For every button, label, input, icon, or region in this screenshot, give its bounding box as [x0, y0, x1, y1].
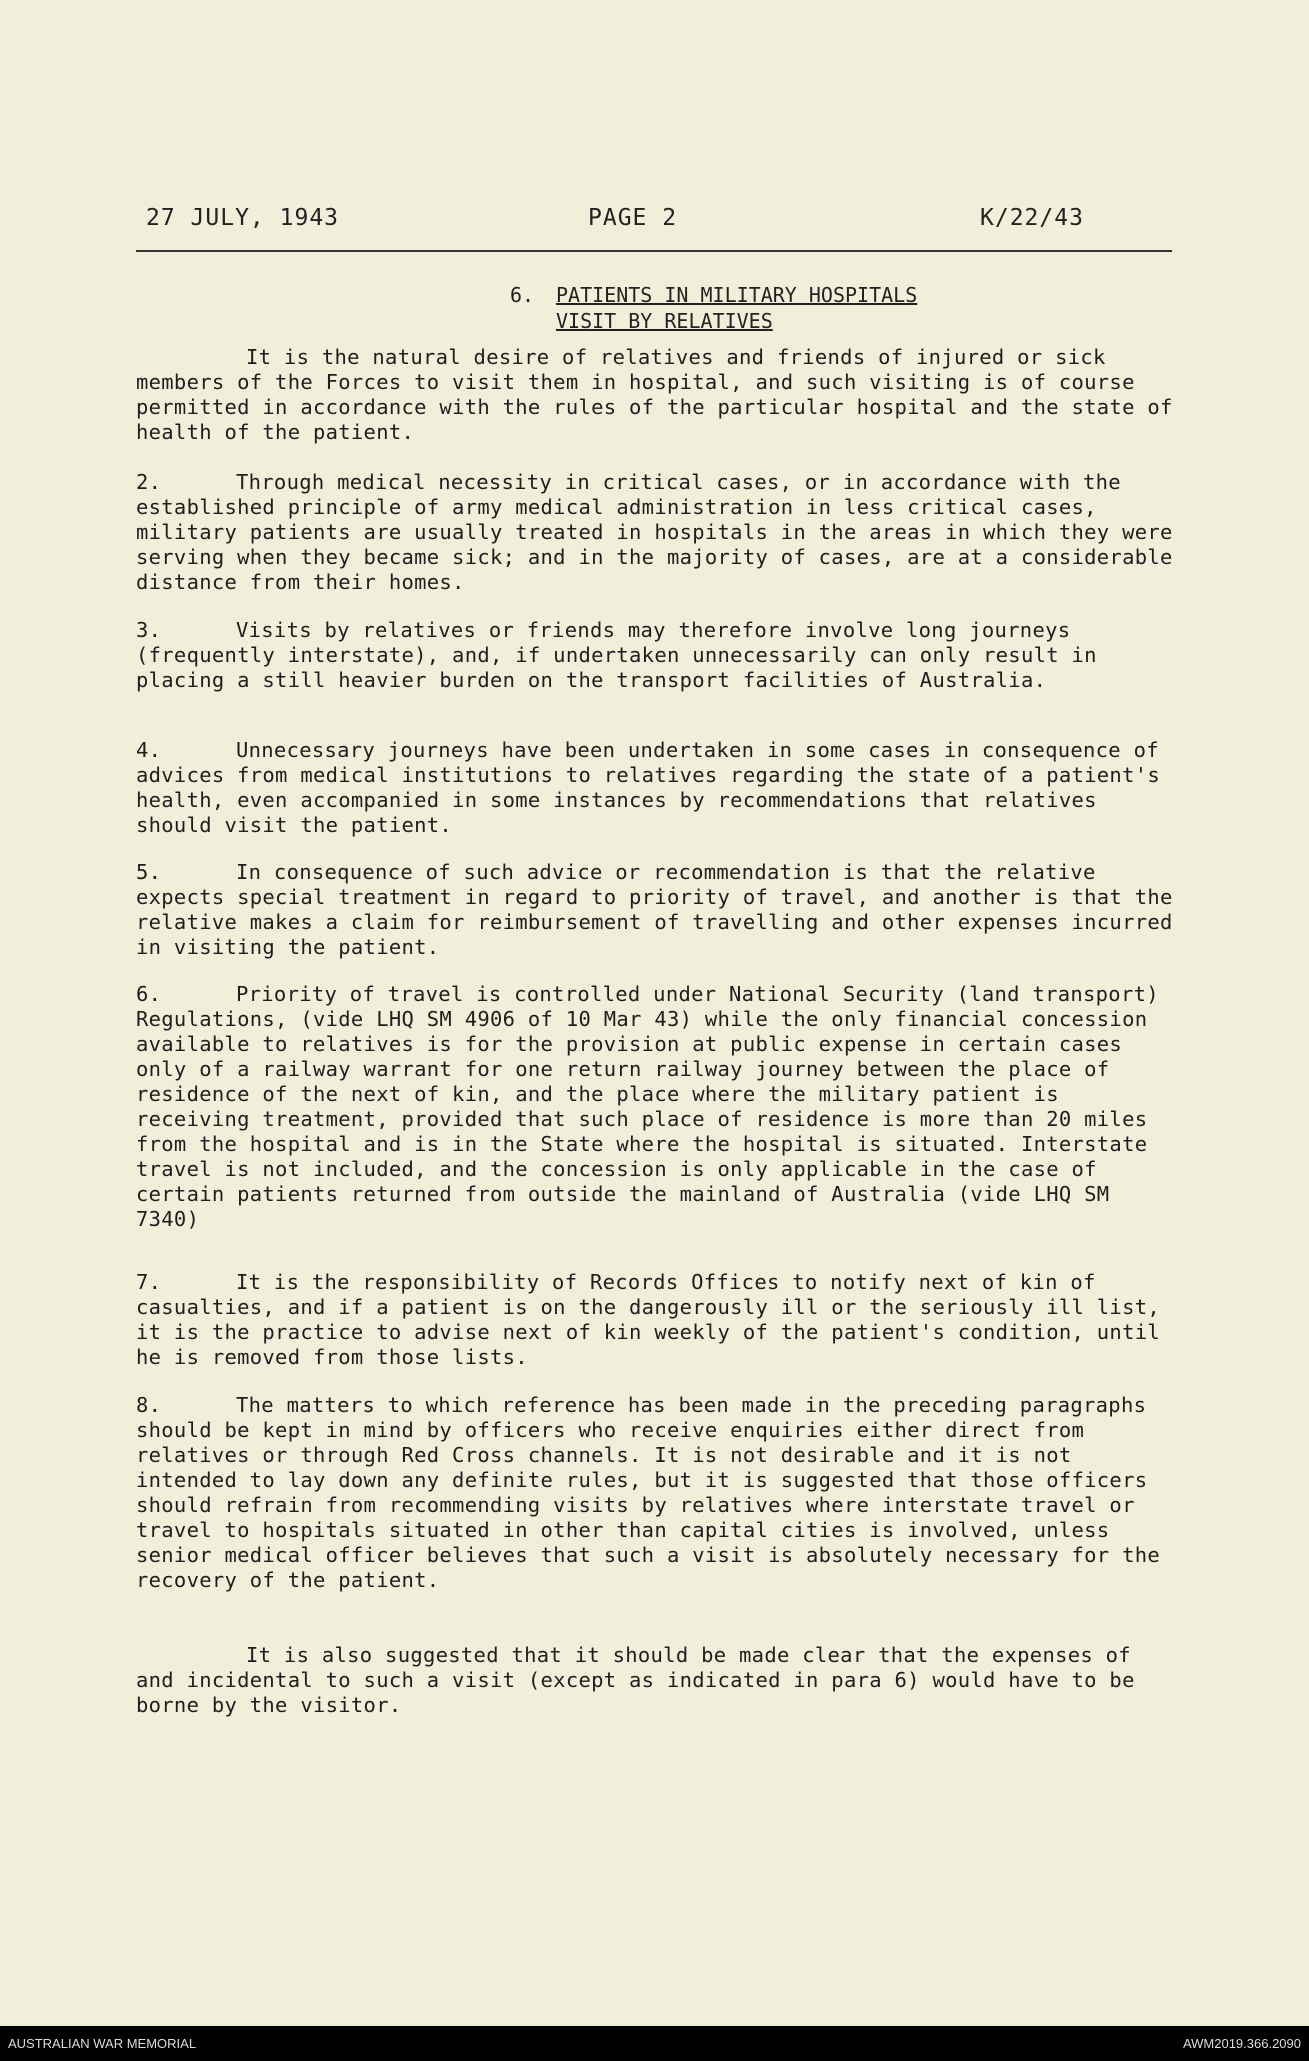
section-title-line1: PATIENTS IN MILITARY HOSPITALS [556, 283, 918, 307]
footer-accession-number: AWM2019.366.2090 [1182, 2036, 1301, 2051]
header-date: 27 JULY, 1943 [146, 205, 340, 231]
paragraph-number: 4. [136, 738, 162, 762]
paragraph-text: It is the responsibility of Records Offices to notify next of kin of casualties, and if a patient is on the dangerously ill or the seriously ill list, it is the practice to advise next of kin weekly of the patient's condition, until he is removed from those lists. [136, 1270, 1161, 1369]
section-title-line2: VISIT BY RELATIVES [556, 309, 773, 333]
paragraph-final: It is also suggested that it should be made clear that the expenses of and incidental to such a visit (except as indicated in para 6) would have to be borne by the visitor. [136, 1643, 1135, 1717]
archive-footer [0, 2026, 1309, 2061]
header-page: PAGE 2 [588, 205, 678, 231]
section-number: 6. [510, 283, 535, 307]
paragraph-text: Priority of travel is controlled under National Security (land transport) Regulations, (vide LHQ SM 4906 of 10 Mar 43) while the only financial concession available to relatives is for the provision at public expense in certain cases only of a railway warrant for one return railway journey between the place of residence of the next of kin, and the place where the military patient is receiving treatment, provided that such place of residence is more than 20 miles from the hospital and is in the State where the hospital is situated. Interstate travel is not included, and the concession is only applicable in the case of certain patients returned from outside the mainland of Australia (vide LHQ SM 7340) [136, 982, 1159, 1231]
paragraph-number: 8. [136, 1393, 162, 1417]
paragraph-5 [136, 860, 1176, 960]
paragraph-text: The matters to which reference has been made in the preceding paragraphs should be kept in mind by officers who receive enquiries either direct from relatives or through Red Cross channels. It is not desirable and it is not intended to lay down any definite rules, but it is suggested that those officers should refrain from recommending visits by relatives where interstate travel or travel to hospitals situated in other than capital cities is involved, unless senior medical officer believes that such a visit is absolutely necessary for the recovery of the patient. [136, 1393, 1161, 1592]
paragraph-7 [136, 1270, 1176, 1370]
paragraph-3 [136, 618, 1176, 693]
paragraph-number: 7. [136, 1270, 162, 1294]
paragraph-text: Through medical necessity in critical cases, or in accordance with the established principle of army medical administration in less critical cases, military patients are usually treated in hospitals in the areas in which they were serving when they became sick; and in the majority of cases, are at a considerable distance from their homes. [136, 470, 1173, 594]
paragraph-number: 3. [136, 618, 162, 642]
footer-institution: AUSTRALIAN WAR MEMORIAL [8, 2036, 197, 2051]
paragraph-text: Visits by relatives or friends may therefore involve long journeys (frequently interstate), and, if undertaken unnecessarily can only result in placing a still heavier burden on the transport facilities of Australia. [136, 618, 1097, 692]
section-title [510, 282, 917, 334]
paragraph-text: In consequence of such advice or recommendation is that the relative expects special treatment in regard to priority of travel, and another is that the relative makes a claim for reimbursement of travelling and other expenses incurred in visiting the patient. [136, 860, 1173, 959]
paragraph-8 [136, 1393, 1176, 1593]
header-reference: K/22/43 [980, 205, 1084, 231]
header-divider [136, 250, 1172, 252]
paragraph-number: 6. [136, 982, 162, 1006]
scan-top-margin [0, 0, 1309, 34]
paragraph-intro: It is the natural desire of relatives and friends of injured or sick members of the Forces to visit them in hospital, and such visiting is of course permitted in accordance with the rules of the particular hospital and the state of health of the patient. [136, 345, 1173, 444]
paragraph-6 [136, 982, 1176, 1232]
paragraph-number: 2. [136, 470, 162, 494]
paragraph-text: Unnecessary journeys have been undertaken in some cases in consequence of advices from medical institutions to relatives regarding the state of a patient's health, even accompanied in some instances by recommendations that relatives should visit the patient. [136, 738, 1161, 837]
paragraph-number: 5. [136, 860, 162, 884]
paragraph-4 [136, 738, 1176, 838]
paragraph-2 [136, 470, 1176, 595]
